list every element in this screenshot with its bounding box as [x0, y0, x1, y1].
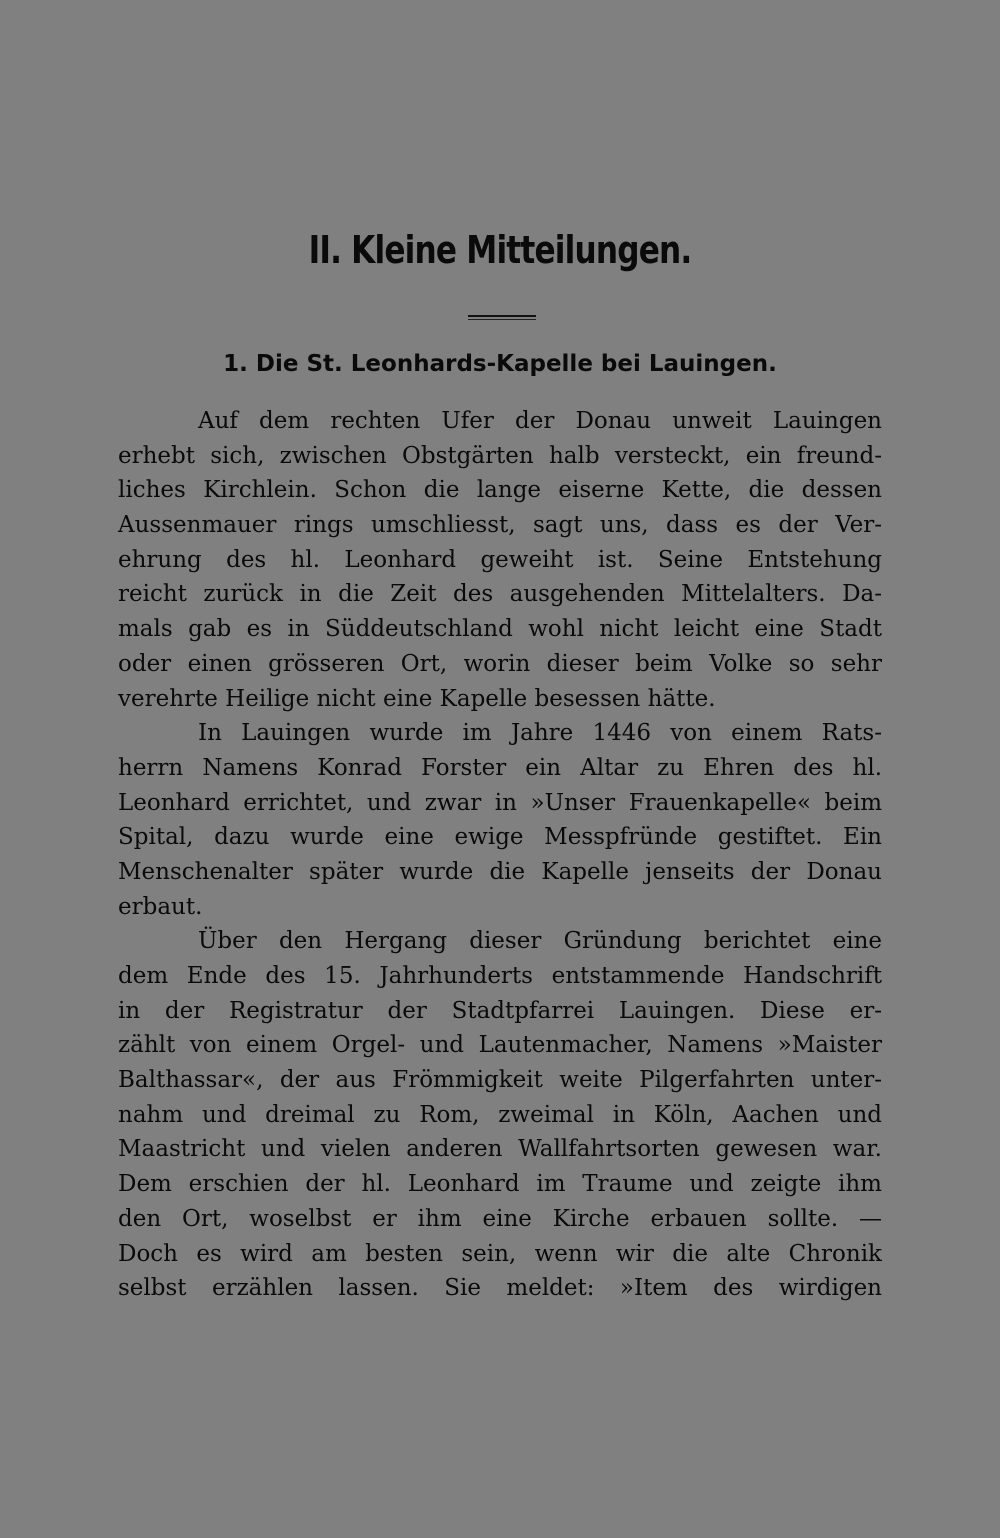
- text-line: In Lauingen wurde im Jahre 1446 von einem Rats-: [198, 720, 882, 747]
- text-line: Über den Hergang dieser Gründung berichtet eine: [198, 928, 882, 955]
- text-line: Menschenalter später wurde die Kapelle jenseits der Donau: [118, 858, 882, 885]
- text-line: Dem erschien der hl. Leonhard im Traume und zeigte ihm: [118, 1171, 882, 1198]
- text-line: reicht zurück in die Zeit des ausgehenden Mittelalters. Da-: [118, 581, 882, 608]
- text-line: herrn Namens Konrad Forster ein Altar zu Ehren des hl.: [118, 754, 882, 781]
- text-line: mals gab es in Süddeutschland wohl nicht leicht eine Stadt: [118, 616, 882, 643]
- article-title: 1. Die St. Leonhards-Kapelle bei Lauingen.: [223, 351, 777, 377]
- text-line: Balthassar«, der aus Frömmigkeit weite Pilgerfahrten unter-: [118, 1067, 882, 1094]
- text-line: nahm und dreimal zu Rom, zweimal in Köln, Aachen und: [118, 1101, 882, 1128]
- text-line: ehrung des hl. Leonhard geweiht ist. Seine Entstehung: [118, 546, 882, 573]
- text-line: erbaut.: [118, 893, 203, 920]
- text-line: in der Registratur der Stadtpfarrei Lauingen. Diese er-: [118, 997, 882, 1024]
- text-line: Doch es wird am besten sein, wenn wir die alte Chronik: [118, 1240, 882, 1267]
- article-body: [118, 404, 882, 1306]
- text-line: Auf dem rechten Ufer der Donau unweit Lauingen: [198, 408, 882, 434]
- document-page: [118, 0, 882, 1538]
- text-line: oder einen grösseren Ort, worin dieser beim Volke so sehr: [118, 650, 882, 677]
- text-line: verehrte Heilige nicht eine Kapelle besessen hätte.: [118, 685, 716, 712]
- text-line: Aussenmauer rings umschliesst, sagt uns, dass es der Ver-: [118, 512, 882, 539]
- text-line: selbst erzählen lassen. Sie meldet: »Item des wirdigen: [118, 1275, 882, 1302]
- section-title: II. Kleine Mitteilungen.: [308, 228, 692, 272]
- text-line: dem Ende des 15. Jahrhunderts entstammende Handschrift: [118, 963, 882, 989]
- text-line: Leonhard errichtet, und zwar in »Unser Frauenkapelle« beim: [118, 789, 882, 816]
- text-line: erhebt sich, zwischen Obstgärten halb versteckt, ein freund-: [118, 442, 882, 469]
- text-line: liches Kirchlein. Schon die lange eiserne Kette, die dessen: [118, 477, 882, 504]
- title-divider: [468, 315, 536, 317]
- text-line: Maastricht und vielen anderen Wallfahrtsorten gewesen war.: [118, 1136, 882, 1163]
- text-line: den Ort, woselbst er ihm eine Kirche erbauen sollte. —: [118, 1205, 882, 1232]
- text-line: Spital, dazu wurde eine ewige Messpfründe gestiftet. Ein: [118, 824, 882, 851]
- text-line: zählt von einem Orgel- und Lautenmacher, Namens »Maister: [118, 1032, 882, 1059]
